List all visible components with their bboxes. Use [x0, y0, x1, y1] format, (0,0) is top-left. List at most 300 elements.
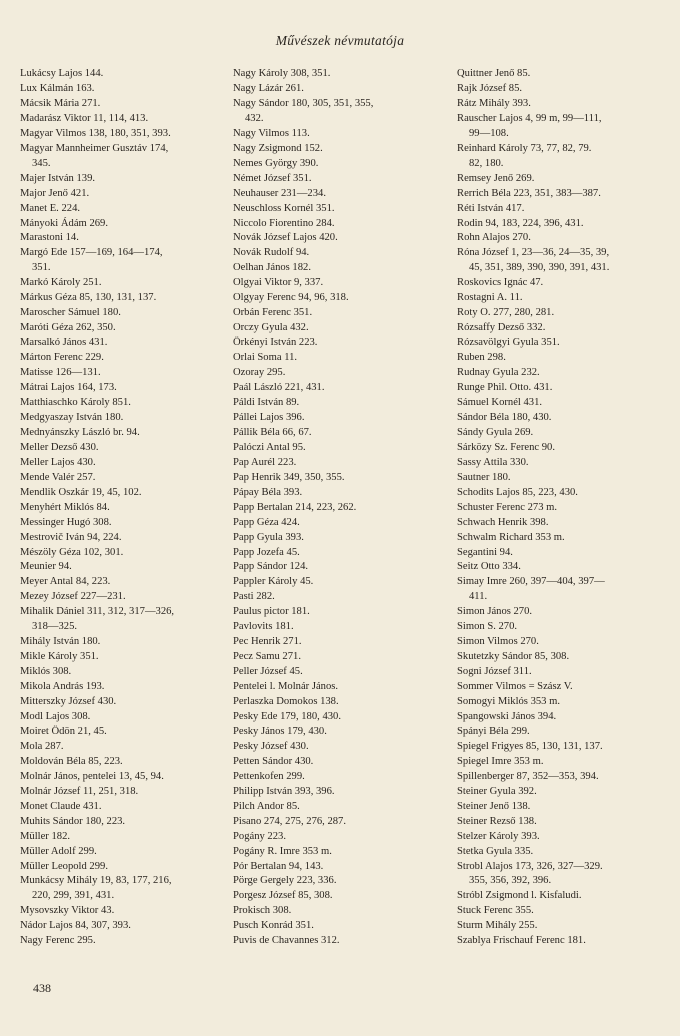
index-entry-text: Novák József Lajos 420.: [233, 232, 338, 244]
index-entry-text: Rátz Mihály 393.: [457, 97, 531, 109]
index-entry: [457, 620, 662, 635]
index-column-3: [457, 67, 662, 949]
index-entry: [233, 695, 436, 710]
index-entry: [233, 740, 436, 755]
index-entry-text: Munkácsy Mihály 19, 83, 177, 216,: [20, 875, 172, 887]
index-entry: [20, 845, 225, 860]
index-entry-text: Messinger Hugó 308.: [20, 516, 112, 528]
index-entry: [233, 560, 436, 575]
index-entry: [233, 321, 436, 336]
index-entry-continuation: 318—325.: [32, 621, 78, 633]
index-entry-text: Mihalik Dániel 311, 312, 317—326,: [20, 606, 175, 618]
index-entry-text: Lux Kálmán 163.: [20, 82, 95, 94]
index-entry-text: Steiner Jenő 138.: [457, 800, 531, 812]
index-entry-text: Steiner Rezső 138.: [457, 815, 537, 827]
index-entry-text: Rostagni A. 11.: [457, 292, 523, 304]
index-entry: [20, 546, 225, 561]
index-entry-text: Stetka Gyula 335.: [457, 845, 534, 857]
index-entry: [457, 501, 662, 516]
index-entry-text: Miklós 308.: [20, 666, 72, 678]
index-entry-continuation: 345.: [32, 157, 51, 169]
index-entry: [20, 67, 225, 82]
index-entry: [457, 187, 662, 202]
index-entry: [20, 680, 225, 695]
index-entry-text: Spillenberger 87, 352—353, 394.: [457, 770, 599, 782]
index-entry-text: Mendlik Oszkár 19, 45, 102.: [20, 486, 142, 498]
index-entry-text: Papp Sándor 124.: [233, 561, 309, 573]
index-entry-text: Müller Adolf 299.: [20, 845, 97, 857]
index-entry: [457, 889, 662, 904]
index-entry-text: Ruben 298.: [457, 352, 506, 364]
index-entry-text: Reinhard Károly 73, 77, 82, 79.: [457, 142, 592, 154]
index-entry: [457, 246, 662, 276]
index-entry-text: Nádor Lajos 84, 307, 393.: [20, 920, 131, 932]
index-entry: [457, 396, 662, 411]
index-entry: [457, 441, 662, 456]
index-entry-text: Pogány 223.: [233, 830, 286, 842]
index-entry: [20, 725, 225, 740]
index-entry-text: Neuschloss Kornél 351.: [233, 202, 335, 214]
index-entry: [457, 426, 662, 441]
index-entry: [457, 755, 662, 770]
index-entry: [20, 501, 225, 516]
index-entry: [457, 575, 662, 605]
index-entry: [457, 276, 662, 291]
index-entry: [233, 501, 436, 516]
index-entry: [233, 157, 436, 172]
index-entry: [233, 755, 436, 770]
index-entry-text: Somogyi Miklós 353 m.: [457, 696, 561, 708]
index-entry: [20, 575, 225, 590]
index-entry: [233, 800, 436, 815]
index-entry: [457, 695, 662, 710]
index-entry: [457, 112, 662, 142]
index-entry-text: Moiret Ödön 21, 45.: [20, 725, 107, 737]
index-entry-text: Pecz Samu 271.: [233, 651, 301, 663]
index-entry: [233, 546, 436, 561]
index-entry-text: Ozoray 295.: [233, 367, 286, 379]
index-entry-text: Páldi István 89.: [233, 396, 300, 408]
index-entry: [457, 321, 662, 336]
page-header-title: Művészek névmutatója: [275, 33, 405, 48]
index-entry: [457, 546, 662, 561]
index-entry: [457, 665, 662, 680]
index-entry: [20, 336, 225, 351]
index-entry-text: Pap Aurél 223.: [233, 456, 297, 468]
index-entry: [20, 291, 225, 306]
index-entry-text: Mácsik Mária 271.: [20, 97, 101, 109]
index-entry: [233, 531, 436, 546]
index-entry-text: Orczy Gyula 432.: [233, 322, 309, 334]
index-entry-text: Spiegel Frigyes 85, 130, 131, 137.: [457, 740, 603, 752]
index-entry-text: Simon S. 270.: [457, 621, 518, 633]
index-entry-text: Pogány R. Imre 353 m.: [233, 845, 332, 857]
index-entry: [20, 590, 225, 605]
index-entry-text: Papp Gyula 393.: [233, 531, 304, 543]
index-entry: [233, 770, 436, 785]
index-entry-text: Mátrai Lajos 164, 173.: [20, 382, 117, 394]
index-entry: [20, 934, 225, 949]
index-entry: [20, 306, 225, 321]
index-entry-text: Rudnay Gyula 232.: [457, 367, 540, 379]
index-entry: [20, 321, 225, 336]
index-entry-text: Majer István 139.: [20, 172, 96, 184]
index-entry-text: Rajk József 85.: [457, 82, 523, 94]
index-entry: [20, 800, 225, 815]
index-entry: [457, 82, 662, 97]
index-entry: [20, 202, 225, 217]
index-entry: [233, 381, 436, 396]
index-entry: [20, 97, 225, 112]
index-entry-text: Paál László 221, 431.: [233, 382, 325, 394]
index-entry: [20, 381, 225, 396]
index-entry: [233, 874, 436, 889]
index-entry-text: Müller 182.: [20, 830, 71, 842]
index-entry: [457, 456, 662, 471]
index-entry: [457, 202, 662, 217]
index-entry-text: Olgyay Ferenc 94, 96, 318.: [233, 292, 349, 304]
index-entry: [457, 411, 662, 426]
index-entry: [233, 261, 436, 276]
index-entry-text: Novák Rudolf 94.: [233, 247, 310, 259]
index-entry-text: Schuster Ferenc 273 m.: [457, 501, 558, 513]
index-entry-continuation: 220, 299, 391, 431.: [32, 890, 115, 902]
index-entry-text: Lukácsy Lajos 144.: [20, 68, 104, 79]
index-entry-text: Magyar Vilmos 138, 180, 351, 393.: [20, 127, 171, 139]
index-entry-text: Segantini 94.: [457, 546, 513, 558]
index-entry: [20, 172, 225, 187]
index-entry: [20, 231, 225, 246]
index-entry-text: Pap Henrik 349, 350, 355.: [233, 471, 345, 483]
index-entry-text: Pavlovits 181.: [233, 621, 294, 633]
index-entry-text: Seitz Otto 334.: [457, 561, 521, 573]
index-entry: [233, 426, 436, 441]
index-entry-text: Neuhauser 231—234.: [233, 187, 326, 199]
index-entry-text: Niccolo Fiorentino 284.: [233, 217, 335, 229]
index-entry-text: Pentelei l. Molnár János.: [233, 681, 339, 693]
index-entry-text: Medgyaszay István 180.: [20, 411, 124, 423]
index-entry-text: Mányoki Ádám 269.: [20, 217, 108, 229]
index-entry: [20, 531, 225, 546]
index-entry: [457, 217, 662, 232]
index-entry: [233, 815, 436, 830]
index-entry: [233, 680, 436, 695]
index-entry: [233, 217, 436, 232]
index-entry-text: Rózsavölgyi Gyula 351.: [457, 337, 560, 349]
index-entry-text: Pappler Károly 45.: [233, 576, 314, 588]
index-entry: [233, 441, 436, 456]
index-entry: [233, 845, 436, 860]
index-entry-text: Pesky János 179, 430.: [233, 725, 327, 737]
index-entry-text: Meller Lajos 430.: [20, 456, 96, 468]
index-entry: [233, 202, 436, 217]
index-entry: [457, 770, 662, 785]
index-entry-text: Simon Vilmos 270.: [457, 636, 539, 648]
index-entry-text: Réti István 417.: [457, 202, 525, 214]
index-entry: [457, 291, 662, 306]
index-entry: [457, 919, 662, 934]
index-entry-text: Puvis de Chavannes 312.: [233, 935, 340, 947]
index-entry: [233, 306, 436, 321]
index-entry: [20, 516, 225, 531]
index-entry-text: Monet Claude 431.: [20, 800, 102, 812]
index-entry-text: Rohn Alajos 270.: [457, 232, 531, 244]
index-entry: [233, 291, 436, 306]
index-entry-text: Meyer Antal 84, 223.: [20, 576, 111, 588]
index-entry: [233, 710, 436, 725]
index-entry: [20, 560, 225, 575]
index-entry-text: Sándy Gyula 269.: [457, 426, 534, 438]
index-entry-text: Nagy Károly 308, 351.: [233, 68, 331, 79]
index-entry-text: Schwach Henrik 398.: [457, 516, 549, 528]
index-entry-text: Modl Lajos 308.: [20, 710, 91, 722]
index-entry-text: Manet E. 224.: [20, 202, 81, 214]
index-entry: [457, 680, 662, 695]
index-entry-text: Pilch Andor 85.: [233, 800, 300, 812]
index-entry-continuation: 411.: [469, 591, 488, 603]
index-entry-text: Pörge Gergely 223, 336.: [233, 875, 337, 887]
index-entry: [233, 785, 436, 800]
index-entry-text: Sogni József 311.: [457, 666, 532, 678]
index-entry-text: Papp Jozefa 45.: [233, 546, 300, 558]
index-entry: [457, 381, 662, 396]
index-entry: [20, 471, 225, 486]
index-entry: [20, 919, 225, 934]
index-entry: [233, 471, 436, 486]
index-entry-text: Marsalkó János 431.: [20, 337, 108, 349]
index-entry: [20, 635, 225, 650]
index-entry: [20, 351, 225, 366]
index-entry-continuation: 432.: [245, 112, 264, 124]
index-entry-text: Márton Ferenc 229.: [20, 352, 104, 364]
index-entry: [20, 426, 225, 441]
index-entry-text: Simon János 270.: [457, 606, 533, 618]
index-entry: [20, 710, 225, 725]
index-entry-text: Mikle Károly 351.: [20, 651, 99, 663]
index-entry: [233, 456, 436, 471]
index-entry: [20, 904, 225, 919]
index-entry-text: Spányi Béla 299.: [457, 725, 530, 737]
index-entry-text: Müller Leopold 299.: [20, 860, 108, 872]
index-entry-text: Mitterszky József 430.: [20, 696, 117, 708]
index-entry-text: Porgesz József 85, 308.: [233, 890, 333, 902]
index-entry-text: Stuck Ferenc 355.: [457, 905, 534, 917]
index-entry: [20, 441, 225, 456]
page-number: 438: [33, 981, 51, 995]
index-entry-text: Runge Phil. Otto. 431.: [457, 382, 553, 394]
index-entry-text: Márkus Géza 85, 130, 131, 137.: [20, 292, 157, 304]
index-entry-text: Peller József 45.: [233, 666, 303, 678]
index-entry: [457, 516, 662, 531]
index-entry-text: Sándor Béla 180, 430.: [457, 411, 552, 423]
index-entry-text: Spangowski János 394.: [457, 710, 557, 722]
index-entry: [233, 486, 436, 501]
index-entry: [457, 172, 662, 187]
index-entry: [233, 366, 436, 381]
index-entry: [233, 187, 436, 202]
index-entry-text: Pállik Béla 66, 67.: [233, 426, 312, 438]
index-entry-text: Philipp István 393, 396.: [233, 785, 335, 797]
index-entry: [233, 904, 436, 919]
index-entry-text: Szablya Frischauf Ferenc 181.: [457, 935, 586, 947]
index-entry-text: Madarász Viktor 11, 114, 413.: [20, 112, 149, 124]
index-entry: [233, 396, 436, 411]
index-entry-text: Nagy Vilmos 113.: [233, 127, 310, 139]
index-entry: [457, 740, 662, 755]
index-entry-text: Strobl Alajos 173, 326, 327—329.: [457, 860, 603, 872]
index-entry-text: Sassy Attila 330.: [457, 456, 529, 468]
index-entry-text: Mysovszky Viktor 43.: [20, 905, 115, 917]
index-entry-text: Róna József 1, 23—36, 24—35, 39,: [457, 247, 610, 259]
index-entry-text: Magyar Mannheimer Gusztáv 174,: [20, 142, 169, 154]
index-entry: [457, 710, 662, 725]
index-entry-text: Pór Bertalan 94, 143.: [233, 860, 324, 872]
index-entry: [20, 740, 225, 755]
index-entry: [20, 874, 225, 904]
index-entry-text: Pettenkofen 299.: [233, 770, 305, 782]
index-entry-text: Papp Géza 424.: [233, 516, 300, 528]
index-entry: [457, 860, 662, 890]
index-entry-text: Meunier 94.: [20, 561, 72, 573]
index-entry: [233, 336, 436, 351]
index-entry-text: Marastoni 14.: [20, 232, 79, 244]
index-column-2: [233, 67, 436, 949]
index-entry: [233, 516, 436, 531]
index-entry-text: Mezey József 227—231.: [20, 591, 126, 603]
index-entry: [20, 830, 225, 845]
index-entry-text: Olgyai Viktor 9, 337.: [233, 277, 324, 289]
index-entry-text: Sautner 180.: [457, 471, 511, 483]
index-entry: [233, 725, 436, 740]
index-entry-text: Rerrich Béla 223, 351, 383—387.: [457, 187, 601, 199]
index-entry-text: Nagy Ferenc 295.: [20, 935, 96, 947]
index-entry-text: Meller Dezső 430.: [20, 441, 99, 453]
index-entry-text: Sommer Vilmos = Szász V.: [457, 681, 573, 693]
index-entry: [233, 889, 436, 904]
index-entry: [233, 934, 436, 949]
index-entry-text: Schwalm Richard 353 m.: [457, 531, 565, 543]
index-entry-text: Sturm Mihály 255.: [457, 920, 538, 932]
index-entry-continuation: 45, 351, 389, 390, 390, 391, 431.: [469, 262, 610, 274]
index-entry: [457, 306, 662, 321]
index-entry-text: Molnár János, pentelei 13, 45, 94.: [20, 770, 164, 782]
index-entry: [233, 575, 436, 590]
index-entry-text: Maróti Géza 262, 350.: [20, 322, 116, 334]
index-entry-text: Roty O. 277, 280, 281.: [457, 307, 555, 319]
index-entry: [457, 486, 662, 501]
index-entry-text: Moldován Béla 85, 223.: [20, 755, 123, 767]
index-entry-text: Nemes György 390.: [233, 157, 319, 169]
index-entry: [233, 590, 436, 605]
index-entry: [457, 531, 662, 546]
index-entry-text: Mednyánszky László br. 94.: [20, 426, 140, 438]
index-entry: [20, 142, 225, 172]
index-entry: [457, 366, 662, 381]
index-entry-text: Menyhért Miklós 84.: [20, 501, 110, 513]
index-entry-text: Paulus pictor 181.: [233, 606, 310, 618]
index-entry-continuation: 351.: [32, 262, 51, 274]
index-entry: [457, 67, 662, 82]
index-entry: [233, 142, 436, 157]
index-entry-text: Pápay Béla 393.: [233, 486, 303, 498]
index-entry-text: Pec Henrik 271.: [233, 636, 302, 648]
index-entry-text: Pusch Konrád 351.: [233, 920, 314, 932]
index-entry-text: Petten Sándor 430.: [233, 755, 314, 767]
index-entry: [20, 785, 225, 800]
index-entry-continuation: 355, 356, 392, 396.: [469, 875, 552, 887]
index-entry: [20, 456, 225, 471]
index-entry-text: Roskovics Ignác 47.: [457, 277, 544, 289]
index-entry-text: Pesky Ede 179, 180, 430.: [233, 710, 341, 722]
index-entry: [457, 351, 662, 366]
index-entry: [233, 246, 436, 261]
index-entry-text: Rózsaffy Dezső 332.: [457, 322, 546, 334]
index-column-1: [20, 67, 225, 949]
index-entry: [20, 815, 225, 830]
index-entry: [233, 97, 436, 127]
index-entry-text: Mihály István 180.: [20, 636, 101, 648]
index-entry-text: Rodin 94, 183, 224, 396, 431.: [457, 217, 584, 229]
index-entry-continuation: 82, 180.: [469, 157, 504, 169]
index-entry: [457, 560, 662, 575]
index-entry: [20, 112, 225, 127]
index-entry-continuation: 99—108.: [469, 127, 509, 139]
index-entry: [20, 217, 225, 232]
index-entry-text: Örkényi István 223.: [233, 337, 318, 349]
index-entry: [233, 665, 436, 680]
index-entry-text: Mende Valér 257.: [20, 471, 96, 483]
index-entry-text: Pisano 274, 275, 276, 287.: [233, 815, 347, 827]
index-entry-text: Molnár József 11, 251, 318.: [20, 785, 139, 797]
index-entry-text: Steiner Gyula 392.: [457, 785, 537, 797]
index-entry: [20, 650, 225, 665]
index-entry-text: Stelzer Károly 393.: [457, 830, 540, 842]
index-entry-text: Remsey Jenő 269.: [457, 172, 535, 184]
index-entry-text: Papp Bertalan 214, 223, 262.: [233, 501, 357, 513]
index-entry-text: Nagy Zsigmond 152.: [233, 142, 323, 154]
index-entry-text: Mikola András 193.: [20, 681, 105, 693]
index-entry: [20, 486, 225, 501]
index-entry-text: Quittner Jenő 85.: [457, 68, 531, 79]
index-entry-text: Skutetzky Sándor 85, 308.: [457, 651, 570, 663]
index-entry-text: Matthiaschko Károly 851.: [20, 396, 131, 408]
index-entry-text: Orbán Ferenc 351.: [233, 307, 313, 319]
index-entry: [233, 231, 436, 246]
index-entry: [20, 605, 225, 635]
index-entry-text: Major Jenő 421.: [20, 187, 90, 199]
index-entry-text: Pesky József 430.: [233, 740, 309, 752]
index-entry: [457, 904, 662, 919]
index-entry: [20, 860, 225, 875]
index-entry: [233, 650, 436, 665]
index-entry: [20, 127, 225, 142]
index-entry-text: Mola 287.: [20, 740, 64, 752]
index-entry: [20, 366, 225, 381]
index-entry-text: Markó Károly 251.: [20, 277, 102, 289]
index-entry: [20, 187, 225, 202]
index-entry: [457, 142, 662, 172]
index-entry: [20, 770, 225, 785]
index-entry: [20, 695, 225, 710]
index-entry-text: Simay Imre 260, 397—404, 397—: [457, 576, 605, 588]
index-entry-text: Orlai Soma 11.: [233, 352, 298, 364]
index-entry: [233, 620, 436, 635]
index-entry: [20, 755, 225, 770]
index-entry-text: Pállei Lajos 396.: [233, 411, 305, 423]
index-entry-text: Mészöly Géza 102, 301.: [20, 546, 124, 558]
index-entry-text: Prokisch 308.: [233, 905, 292, 917]
index-entry: [20, 411, 225, 426]
